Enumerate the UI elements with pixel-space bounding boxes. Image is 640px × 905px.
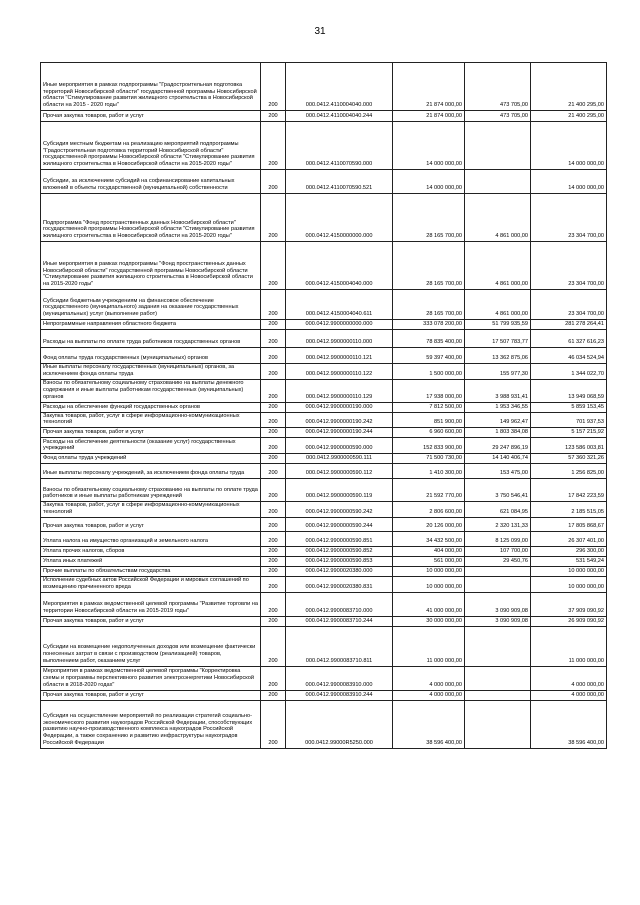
row-code: 200 [261,379,286,402]
row-remaining-amount: 61 327 616,23 [531,330,607,348]
table-row [41,502,607,518]
row-description: Субсидии, за исключением субсидий на софинансирование капитальных вложений в объекты государственной (муниципальной) собственности [41,170,261,194]
row-remaining-amount: 10 000 000,00 [531,566,607,576]
row-budget-amount: 561 000,00 [393,556,465,566]
row-code: 200 [261,428,286,438]
table-row [41,111,607,122]
row-description: Субсидия на осуществление мероприятий по реализации стратегий социально-экономического развития наукоградов Российской Федерации, способствующих развитию научно-производственного комплекса наукоградов Российской Федерации, а также сохранению и развитию инфраструктуры наукоградов Российской Федерации [41,700,261,748]
row-executed-amount: 51 799 935,59 [465,320,531,330]
row-remaining-amount: 701 937,53 [531,412,607,428]
table-row [41,626,607,666]
row-remaining-amount: 281 278 264,41 [531,320,607,330]
row-remaining-amount: 4 000 000,00 [531,666,607,690]
row-executed-amount [465,690,531,700]
row-classification-code: 000.0412.9900083910.244 [286,690,393,700]
table-row [41,700,607,748]
row-classification-code: 000.0412.99000R5250.000 [286,700,393,748]
row-budget-amount: 333 078 200,00 [393,320,465,330]
row-classification-code: 000.0412.9900000590.000 [286,438,393,454]
table-row [41,242,607,290]
row-executed-amount: 29 450,76 [465,556,531,566]
row-budget-amount: 28 165 700,00 [393,194,465,242]
row-budget-amount: 4 000 000,00 [393,666,465,690]
row-executed-amount: 3 090 909,08 [465,616,531,626]
row-code: 200 [261,616,286,626]
row-code: 200 [261,290,286,320]
page-number: 31 [314,26,326,37]
table-row [41,348,607,364]
row-code: 200 [261,464,286,479]
row-budget-amount: 71 500 730,00 [393,454,465,464]
row-code: 200 [261,320,286,330]
row-budget-amount: 851 900,00 [393,412,465,428]
row-executed-amount: 4 861 000,00 [465,290,531,320]
table-row [41,428,607,438]
table-row [41,412,607,428]
row-classification-code: 000.0412.9900020380.000 [286,566,393,576]
row-code: 200 [261,566,286,576]
row-classification-code: 000.0412.4110070590.521 [286,170,393,194]
row-code: 200 [261,626,286,666]
row-description: Расходы на выплаты по оплате труда работников государственных органов [41,330,261,348]
row-executed-amount: 1 953 346,55 [465,402,531,412]
table-row [41,576,607,592]
row-remaining-amount: 46 034 524,94 [531,348,607,364]
row-budget-amount: 21 592 770,00 [393,479,465,502]
row-executed-amount: 155 977,30 [465,364,531,380]
row-description: Мероприятия в рамках ведомственной целевой программы "Развитие торговли на территории Новосибирской области на 2015-2019 годы" [41,592,261,616]
row-classification-code: 000.0412.9900000590.119 [286,479,393,502]
table-row [41,566,607,576]
row-budget-amount: 7 812 500,00 [393,402,465,412]
row-budget-amount: 11 000 000,00 [393,626,465,666]
row-executed-amount [465,122,531,170]
table-row [41,170,607,194]
row-code: 200 [261,556,286,566]
row-code: 200 [261,438,286,454]
table-row [41,379,607,402]
row-code: 200 [261,531,286,546]
row-budget-amount: 78 835 400,00 [393,330,465,348]
row-code: 200 [261,546,286,556]
table-row [41,320,607,330]
row-executed-amount: 107 700,00 [465,546,531,556]
table-row [41,63,607,111]
row-classification-code: 000.0412.9900083710.000 [286,592,393,616]
row-classification-code: 000.0412.9900000110.000 [286,330,393,348]
row-budget-amount: 21 874 000,00 [393,63,465,111]
row-description: Иные мероприятия в рамках подпрограммы "Фонд пространственных данных Новосибирской области" государственной программы Новосибирской области "Стимулирование развития жилищного строительства в Новосибирской области на 2015-2020 годы" [41,242,261,290]
row-remaining-amount: 13 949 068,59 [531,379,607,402]
row-executed-amount: 8 125 099,00 [465,531,531,546]
row-classification-code: 000.0412.9900000190.244 [286,428,393,438]
row-budget-amount: 34 432 500,00 [393,531,465,546]
row-classification-code: 000.0412.9900000000.000 [286,320,393,330]
row-description: Фонд оплаты труда государственных (муниципальных) органов [41,348,261,364]
row-classification-code: 000.0412.9900000590.853 [286,556,393,566]
row-code: 200 [261,111,286,122]
row-code: 200 [261,700,286,748]
row-code: 200 [261,122,286,170]
row-executed-amount: 14 140 406,74 [465,454,531,464]
row-budget-amount: 1 500 000,00 [393,364,465,380]
row-code: 200 [261,690,286,700]
row-classification-code: 000.0412.9900083710.244 [286,616,393,626]
row-executed-amount: 153 475,00 [465,464,531,479]
row-classification-code: 000.0412.4150004040.611 [286,290,393,320]
row-description: Иные мероприятия в рамках подпрограммы "Градостроительная подготовка территорий Новосибирской области" государственной программы Новосибирской области "Стимулирование развития жилищного строительства в Новосибирской области на 2015 - 2020 годы" [41,63,261,111]
table-row [41,556,607,566]
row-code: 200 [261,348,286,364]
table-row [41,364,607,380]
row-remaining-amount: 37 909 090,92 [531,592,607,616]
row-budget-amount: 10 000 000,00 [393,576,465,592]
row-description: Уплата прочих налогов, сборов [41,546,261,556]
row-description: Иные выплаты персоналу государственных (муниципальных) органов, за исключением фонда оплаты труда [41,364,261,380]
row-code: 200 [261,194,286,242]
row-budget-amount: 28 165 700,00 [393,290,465,320]
row-classification-code: 000.0412.9900000190.242 [286,412,393,428]
table-row [41,402,607,412]
row-classification-code: 000.0412.9900000590.244 [286,517,393,531]
row-code: 200 [261,502,286,518]
table-row [41,194,607,242]
row-code: 200 [261,454,286,464]
row-classification-code: 000.0412.4150000000.000 [286,194,393,242]
row-code: 200 [261,242,286,290]
row-classification-code: 000.0412.9900000590.112 [286,464,393,479]
row-description: Уплата налога на имущество организаций и земельного налога [41,531,261,546]
row-remaining-amount: 23 304 700,00 [531,242,607,290]
row-remaining-amount: 21 400 295,00 [531,111,607,122]
row-description: Прочая закупка товаров, работ и услуг [41,690,261,700]
row-description: Уплата иных платежей [41,556,261,566]
row-remaining-amount: 21 400 295,00 [531,63,607,111]
row-executed-amount: 17 507 783,77 [465,330,531,348]
row-description: Прочая закупка товаров, работ и услуг [41,517,261,531]
table-row [41,479,607,502]
row-budget-amount: 10 000 000,00 [393,566,465,576]
row-executed-amount: 1 803 384,08 [465,428,531,438]
row-description: Иные выплаты персоналу учреждений, за исключением фонда оплаты труда [41,464,261,479]
row-executed-amount: 3 750 546,41 [465,479,531,502]
table-row [41,616,607,626]
table-row [41,122,607,170]
row-budget-amount: 38 596 400,00 [393,700,465,748]
row-code: 200 [261,517,286,531]
row-classification-code: 000.0412.9900000110.121 [286,348,393,364]
row-remaining-amount: 14 000 000,00 [531,170,607,194]
row-code: 200 [261,170,286,194]
row-remaining-amount: 123 586 003,81 [531,438,607,454]
row-executed-amount: 621 084,95 [465,502,531,518]
table-row [41,438,607,454]
row-classification-code: 000.0412.9900020380.831 [286,576,393,592]
row-budget-amount: 30 000 000,00 [393,616,465,626]
row-remaining-amount: 26 909 090,92 [531,616,607,626]
row-description: Прочая закупка товаров, работ и услуг [41,616,261,626]
row-executed-amount: 4 861 000,00 [465,194,531,242]
table-row [41,454,607,464]
row-remaining-amount: 296 300,00 [531,546,607,556]
row-executed-amount [465,626,531,666]
row-remaining-amount: 14 000 000,00 [531,122,607,170]
row-remaining-amount: 4 000 000,00 [531,690,607,700]
row-description: Прочие выплаты по обязательствам государства [41,566,261,576]
row-code: 200 [261,412,286,428]
row-description: Субсидии на возмещение недополученных доходов или возмещение фактически понесенных затрат в связи с производством (реализацией) товаров, выполнением работ, оказанием услуг [41,626,261,666]
row-executed-amount: 473 705,00 [465,63,531,111]
row-budget-amount: 6 960 600,00 [393,428,465,438]
row-description: Субсидии бюджетным учреждениям на финансовое обеспечение государственного (муниципального) задания на оказание государственных (муниципальных) услуг (выполнение работ) [41,290,261,320]
row-remaining-amount: 17 805 868,67 [531,517,607,531]
row-budget-amount: 20 126 000,00 [393,517,465,531]
row-classification-code: 000.0412.4150004040.000 [286,242,393,290]
row-budget-amount: 4 000 000,00 [393,690,465,700]
row-classification-code: 000.0412.9900000190.000 [286,402,393,412]
row-remaining-amount: 57 360 321,26 [531,454,607,464]
row-description: Непрограммные направления областного бюджета [41,320,261,330]
row-code: 200 [261,576,286,592]
row-classification-code: 000.0412.9900000110.129 [286,379,393,402]
row-budget-amount: 59 397 400,00 [393,348,465,364]
row-executed-amount: 13 362 875,06 [465,348,531,364]
row-code: 200 [261,479,286,502]
row-description: Фонд оплаты труда учреждений [41,454,261,464]
table-row [41,330,607,348]
row-classification-code: 000.0412.9900000590.851 [286,531,393,546]
row-budget-amount: 28 165 700,00 [393,242,465,290]
row-remaining-amount: 11 000 000,00 [531,626,607,666]
row-executed-amount [465,700,531,748]
table-row [41,517,607,531]
table-row [41,666,607,690]
row-budget-amount: 14 000 000,00 [393,170,465,194]
row-remaining-amount: 5 859 153,45 [531,402,607,412]
row-remaining-amount: 10 000 000,00 [531,576,607,592]
row-description: Взносы по обязательному социальному страхованию на выплаты по оплате труда работников и иные выплаты работникам учреждений [41,479,261,502]
row-description: Исполнение судебных актов Российской Федерации и мировых соглашений по возмещению причиненного вреда [41,576,261,592]
row-code: 200 [261,330,286,348]
row-budget-amount: 152 833 900,00 [393,438,465,454]
row-code: 200 [261,63,286,111]
row-code: 200 [261,666,286,690]
row-code: 200 [261,364,286,380]
row-remaining-amount: 23 304 700,00 [531,290,607,320]
row-executed-amount: 29 247 896,19 [465,438,531,454]
row-executed-amount: 3 090 909,08 [465,592,531,616]
row-remaining-amount: 23 304 700,00 [531,194,607,242]
row-executed-amount: 2 320 131,33 [465,517,531,531]
row-classification-code: 000.0412.4110004040.244 [286,111,393,122]
row-code: 200 [261,402,286,412]
row-description: Подпрограмма "Фонд пространственных данных Новосибирской области" государственной программы Новосибирской области "Стимулирование развития жилищного строительства в Новосибирской области на 2015-2020 годы" [41,194,261,242]
row-executed-amount [465,566,531,576]
row-remaining-amount: 1 344 022,70 [531,364,607,380]
table-row [41,592,607,616]
budget-table [40,62,607,749]
row-executed-amount [465,576,531,592]
row-budget-amount: 2 806 600,00 [393,502,465,518]
table-row [41,531,607,546]
table-row [41,464,607,479]
table-row [41,690,607,700]
row-classification-code: 000.0412.9900083910.000 [286,666,393,690]
row-executed-amount: 3 988 931,41 [465,379,531,402]
row-description: Прочая закупка товаров, работ и услуг [41,111,261,122]
row-description: Взносы по обязательному социальному страхованию на выплаты денежного содержания и иные выплаты работникам государственных (муниципальных) органов [41,379,261,402]
row-budget-amount: 1 410 300,00 [393,464,465,479]
row-budget-amount: 17 938 000,00 [393,379,465,402]
row-classification-code: 000.0412.4110070590.000 [286,122,393,170]
row-executed-amount: 473 705,00 [465,111,531,122]
row-description: Субсидия местным бюджетам на реализацию мероприятий подпрограммы "Градостроительная подготовка территорий Новосибирской области" государственной программы Новосибирской области "Стимулирование развития жилищного строительства в Новосибирской области на 2015-2020 годы" [41,122,261,170]
row-classification-code: 000.0412.9900000590.242 [286,502,393,518]
row-executed-amount [465,170,531,194]
row-description: Расходы на обеспечение деятельности (оказание услуг) государственных учреждений [41,438,261,454]
row-budget-amount: 404 000,00 [393,546,465,556]
row-budget-amount: 41 000 000,00 [393,592,465,616]
row-description: Мероприятия в рамках ведомственной целевой программы "Корректировка схемы и программы перспективного развития электроэнергетики Новосибирской области в 2018-2020 годах" [41,666,261,690]
row-remaining-amount: 531 549,24 [531,556,607,566]
row-remaining-amount: 2 185 515,05 [531,502,607,518]
row-executed-amount: 4 861 000,00 [465,242,531,290]
row-executed-amount: 149 962,47 [465,412,531,428]
row-executed-amount [465,666,531,690]
row-classification-code: 000.0412.9900000110.122 [286,364,393,380]
row-code: 200 [261,592,286,616]
row-classification-code: 000.0412.9900083710.811 [286,626,393,666]
row-budget-amount: 14 000 000,00 [393,122,465,170]
row-description: Закупка товаров, работ, услуг в сфере информационно-коммуникационных технологий [41,502,261,518]
row-classification-code: 000.0412.9900000590.852 [286,546,393,556]
row-remaining-amount: 1 256 825,00 [531,464,607,479]
row-remaining-amount: 26 307 401,00 [531,531,607,546]
row-description: Расходы на обеспечение функций государственных органов [41,402,261,412]
row-classification-code: 000.0412.4110004040.000 [286,63,393,111]
table-row [41,546,607,556]
row-remaining-amount: 17 842 223,59 [531,479,607,502]
row-remaining-amount: 5 157 215,92 [531,428,607,438]
row-budget-amount: 21 874 000,00 [393,111,465,122]
row-description: Закупка товаров, работ, услуг в сфере информационно-коммуникационных технологий [41,412,261,428]
budget-table-body [41,63,607,749]
row-classification-code: 000.0412.9900000590.111 [286,454,393,464]
row-description: Прочая закупка товаров, работ и услуг [41,428,261,438]
row-remaining-amount: 38 596 400,00 [531,700,607,748]
table-row [41,290,607,320]
